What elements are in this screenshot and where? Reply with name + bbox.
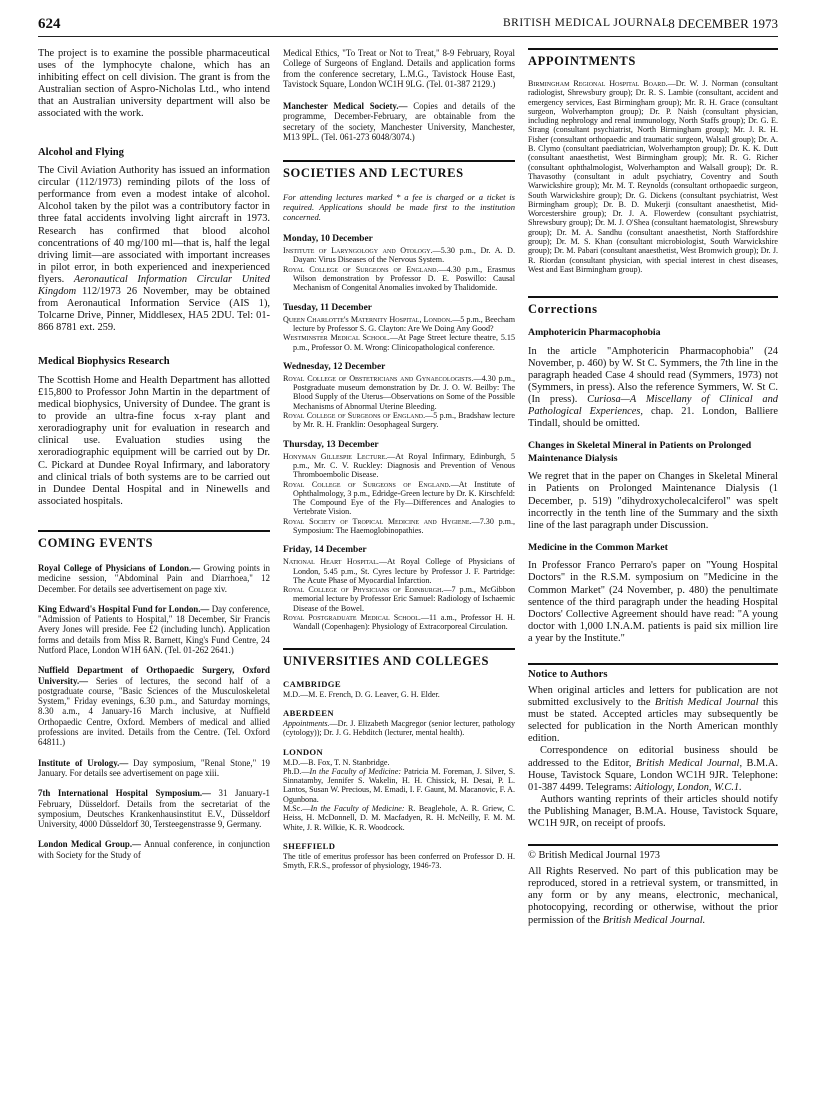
university-entry: M.D.—B. Fox, T. N. Stanbridge.: [283, 757, 390, 767]
event-item: Institute of Urology.— Day symposium, "Renal Stone," 19 January. For details see advertisement on page xiii.: [38, 757, 270, 778]
coming-events-list: [38, 563, 270, 860]
lecture-item: Royal Postgraduate Medical School.—11 a.m., Professor H. H. Wandall (Copenhagen): Physiology of Extracorporeal Circulation.: [283, 613, 515, 632]
lecture-item: Royal Society of Tropical Medicine and Hygiene.—7.30 p.m., Symposium: The Haemoglobinopathies.: [283, 516, 515, 535]
day-heading: Thursday, 13 December: [283, 439, 379, 450]
lecture-item: Royal College of Surgeons of England.—4.30 p.m., Erasmus Wilson demonstration by Professor D. E. Poswillo: Causal Mechanism of Congenital Anomalies invoked by Thalidomide.: [283, 264, 516, 293]
column-right: [528, 48, 778, 927]
correction-title: Changes in Skeletal Mineral in Patients on Prolonged Maintenance Dialysis: [528, 440, 752, 464]
university-name: CAMBRIDGE: [283, 678, 342, 689]
notice-paragraph: Correspondence on editorial business should be addressed to the Editor, British Medical Journal, B.M.A. House, Tavistock Square, London WC1H 9JR. Telephone: 01-387 4499. Telegrams: Aitiology, London, W.C.1.: [528, 745, 778, 793]
university-entry: The title of emeritus professor has been conferred on Professor D. H. Smyth, F.R.S., professor of physiology, 1946-73.: [283, 851, 515, 871]
university-name: ABERDEEN: [283, 707, 334, 718]
event-item: Nuffield Department of Orthopaedic Surgery, Oxford University.— Series of lectures, the second half of a postgraduate course, "Basic Sciences of the Musculoskeletal System," Friday evenings, 6.30 p.m., and Saturday mornings, 8.30 a.m., 4 January-16 March inclusive, at Nuffield Orthopaedic Centre, Oxford. Members of medical and allied professions are invited. Details from the Centre. (Tel. Oxford 64811.): [38, 665, 271, 748]
biophysics-heading: Medical Biophysics Research: [38, 356, 170, 368]
chalone-paragraph: The project is to examine the possible pharmaceutical uses of the lymphocyte chalone, which has an inhibiting effect on cell division. The grant is from the Australian section of Aspro-Nicholas Ltd., who intend that an Australian university department will also be associated with the work.: [38, 48, 270, 120]
event-item: 7th International Hospital Symposium.— 31 January-1 February, Düsseldorf. Details from the secretariat of the symposium, Deutsches Krankenhausinstitut E.V., Düsseldorf University, 4000 Düsseldorf 30, Tersteegenstrasse 9, Germany.: [38, 788, 270, 830]
lecture-item: Royal College of Surgeons of England.—5 p.m., Bradshaw lecture by Mr. R. H. Franklin: Oesophageal Surgery.: [283, 411, 515, 430]
day-heading: Monday, 10 December: [283, 234, 373, 245]
university-name: LONDON: [283, 746, 324, 757]
copyright-heading: © British Medical Journal 1973: [528, 844, 778, 861]
lecture-item: Institute of Laryngology and Otology.—5.30 p.m., Dr. A. D. Dayan: Virus Diseases of the Nervous System.: [283, 246, 515, 265]
corrections-heading: Corrections: [528, 296, 778, 317]
notice-paragraph: When original articles and letters for publication are not submitted exclusively to the British Medical Journal this must be stated. Accepted articles may subsequently be selected for publication in the North American monthly edition.: [528, 685, 778, 745]
correction-title: Amphotericin Pharmacophobia: [528, 327, 661, 339]
university-entry: Ph.D.—In the Faculty of Medicine: Patricia M. Foreman, J. Silver, S. Sinnatamby, Jennifer S. Wakelin, H. H. Chissick, H. Desai, P. L. Lantos, Susan W. Precious, M. Emadi, I. F. Gaunt, M. Macanovic, F. A. Ogunbona.: [283, 766, 515, 804]
societies-heading: SOCIETIES AND LECTURES: [283, 160, 515, 181]
university-entry: M.D.—M. E. French, D. G. Leaver, G. H. Elder.: [283, 689, 440, 699]
lecture-item: Royal College of Obstetricians and Gynaecologists.—4.30 p.m., Postgraduate museum demonstration by Dr. J. O. W. Beilby: The Blood Supply of the Uterus—Observations on Some of the Possible Mechanisms of Abnormal Uterine Bleeding.: [283, 373, 515, 411]
event-continuation: Medical Ethics, "To Treat or Not to Treat," 8-9 February, Royal College of Surgeons of England. Details and application forms from the conference secretary, L.M.G., Tavistock House East, Tavistock Square, London WC1H 9LG. (Tel. 01-387 2129.): [283, 48, 515, 89]
day-heading: Tuesday, 11 December: [283, 302, 372, 313]
correction-title: Medicine in the Common Market: [528, 541, 668, 553]
university-entry: M.Sc.—In the Faculty of Medicine: R. Beaglehole, A. R. Griew, C. Heiss, H. McDonnell, D. M. Macfadyen, R. H. McNeilly, F. M. M. White, J. R. Wilkie, K. R. Woodcock.: [283, 804, 516, 832]
event-item: King Edward's Hospital Fund for London.— Day conference, "Admission of Patients to Hospital," 18 December, Sir Francis Avery Jones will preside. Fee £2 (including lunch). Application forms and details from Miss R. Barnett, King's Fund Centre, 24 Nutford Place, London W1H 6AN. (Tel. 01-262 2641.): [38, 603, 271, 655]
journal-title: BRITISH MEDICAL JOURNAL: [503, 17, 670, 29]
lecture-item: Royal College of Physicians of Edinburgh.—7 p.m., McGibbon memorial lecture by Professor Eric Samuel: Radiology of Ischaemic Disease of the Bowel.: [283, 585, 515, 613]
event-item: Royal College of Physicians of London.— Growing points in medicine session, "Abdominal Pain and Diarrhoea," 12 December. For details see advertisement on page xiv.: [38, 562, 270, 594]
appointments-heading: APPOINTMENTS: [528, 48, 778, 69]
alcohol-paragraph: The Civil Aviation Authority has issued an information circular (112/1973) reminding pilots of the loss of performance from even a modest intake of alcohol. Alcohol taken by the pilot was a contributory factor in three fatal accidents involving light aircraft in 1973. Research has confirmed that blood alcohol concentrations of 40 mg/100 ml—that is, half the legal driving limit—are associated with important increases in pilot error, in both experienced and inexperienced flyers. Aeronautical Information Circular United Kingdom 112/1973 26 November, may be obtained from Aeronautical Information Service (AIS 1), Tolcarne Drive, Pinner, Middlesex, HA5 2DU. Tel: 01-866 8781 ext. 259.: [38, 165, 270, 334]
correction-body: In Professor Franco Perraro's paper on "Young Hospital Doctors" in the R.S.M. symposium on "Medicine in the Common Market" (24 November, p. 480) the penultimate sentence of the third paragraph under the heading Hospital Doctors' Collective Agreement should have read: "A young doctor with 1,000 I.N.A.M. patients is paid six million lire a year by the Institute.": [528, 560, 778, 644]
coming-events-heading: COMING EVENTS: [38, 530, 270, 551]
appointments-list: Birmingham Regional Hospital Board.—Dr. W. J. Norman (consultant radiologist, Shrewsbury group); Dr. R. S. Lambie (consultant, accident and emergency services, East Birmingham group); Mr. R. H. Grace (consultant surgeon, Wolverhampton group); Dr. P. Naish (consultant physician, including nephrology and renal immunology, North Staffs group); Dr. G. E. Strang (consultant psychiatrist, North Birmingham group); Mr. J. R. H. Fisher (consultant orthopaedic and traumatic surgeon, Walsall group); Dr. A. B. Clymo (consultant paediatrician, Wolverhampton group); Dr. K. K. Dutt (consultant anaesthetist, West Birmingham group); Mr. R. G. Richer (consultant ophthalmologist, Wolverhampton and Walsall group); Dr. R. Thavasothy (consultant in adult psychiatry, Coventry and South Warwickshire group); Mr. M. T. Reynolds (consultant orthopaedic surgeon, South Warwickshire group); Dr. G. Dickens (consultant psychiatrist, West Birmingham group); Dr. B. D. Mukerji (consultant anaesthetist, Mid-Worcestershire group); Dr. J. A. Flowerdew (consultant psychiatrist, Shrewsbury group); Dr. M. J. O'Shea (consultant haematologist, Shrewsbury group); Dr. M. A. Sandhu (consultant anaesthetist, North Staffordshire group); Dr. M. S. Khan (consultant microbiologist, South Warwickshire group); Dr. M. Pabari (consultant anaesthetist, West Bromwich group); Dr. J. R. Riordan (consultant physician, with special interest in chest diseases, West and East Birmingham group).: [528, 79, 778, 274]
column-left: [38, 48, 270, 860]
university-entry: Appointments.—Dr. J. Elizabeth Macgregor (senior lecturer, pathology (cytology)); Dr. J. G. Hebditch (lecturer, mental health).: [283, 718, 515, 738]
notice-heading: Notice to Authors: [528, 663, 778, 680]
copyright-paragraph: All Rights Reserved. No part of this publication may be reproduced, stored in a retrieval system, or transmitted, in any form or by any means, electronic, mechanical, photocopying, recording or otherwise, without the prior permission of the British Medical Journal.: [528, 866, 778, 926]
university-name: SHEFFIELD: [283, 840, 336, 851]
correction-body: We regret that in the paper on Changes in Skeletal Mineral in Patients on Prolonged Maintenance Dialysis (1 December, p. 519) "dihydroxycholecalciferol" was spelt incorrectly in the tenth line of the Summary and the sixth line of the last paragraph under Discussion.: [528, 471, 778, 531]
issue-date: 8 DECEMBER 1973: [668, 16, 778, 31]
correction-body: In the article "Amphotericin Pharmacophobia" (24 November, p. 460) by W. St C. Symmers, the 7th line in the paragraph headed Case 4 should read (Symmers, 1973) not (Symmers, in press). Also the reference Symmers, W. St C. (In press). Curiosa—A Miscellany of Clinical and Pathological Experiences, chap. 21. London, Balliere Tindall, should be omitted.: [528, 345, 778, 430]
event-item: Manchester Medical Society.— Copies and details of the programme, December-February, are obtainable from the secretary of the society, Manchester University, Manchester, M13 9PL. (Tel. 061-273 6048/3074.): [283, 101, 516, 143]
column-middle: [283, 48, 515, 871]
running-header: [38, 16, 778, 37]
notice-paragraph: Authors wanting reprints of their articles should notify the Publishing Manager, B.M.A. House, Tavistock Square, WC1H 9JR, on receipt of proofs.: [528, 793, 778, 830]
lecture-item: Royal College of Surgeons of England.—At Institute of Ophthalmology, 3 p.m., Edridge-Green lecture by Dr. K. Kirschfeld: The Compound Eye of the Fly—Differences and Analogies to Vertebrate Vision.: [283, 479, 515, 517]
page-number: 624: [38, 16, 61, 32]
lecture-item: Honyman Gillespie Lecture.—At Royal Infirmary, Edinburgh, 5 p.m., Mr. C. V. Ruckley: Diagnosis and Prevention of Venous Thromboembolic Disease.: [283, 451, 515, 480]
lecture-item: Queen Charlotte's Maternity Hospital, London.—5 p.m., Beecham lecture by Professor S. G. Clayton: Are We Doing Any Good?: [283, 314, 515, 333]
universities-heading: UNIVERSITIES AND COLLEGES: [283, 648, 515, 669]
lecture-item: Westminster Medical School.—At Page Street lecture theatre, 5.15 p.m., Professor O. M. Wrong: Clinicopathological conference.: [283, 333, 516, 352]
day-heading: Friday, 14 December: [283, 545, 367, 556]
event-item: London Medical Group.— Annual conference, in conjunction with Society for the Study of: [38, 839, 270, 860]
day-heading: Wednesday, 12 December: [283, 361, 386, 372]
biophysics-paragraph: The Scottish Home and Health Department has allotted £15,800 to Professor John Martin in the department of medical biophysics, University of Dundee. The grant is to provide an ultra-fine focus x-ray plant and xeroradiography unit for evaluation in research and clinical use. Evaluation studies using the xeroradiographic equipment will be carried out by Dr. C. Pickard at Dundee Royal Infirmary, and laboratory and clinical trials of both systems are to be carried out in Dundee Dental Hospital and in Ninewells and associated hospitals.: [38, 374, 270, 507]
lecture-item: National Heart Hospital.—At Royal College of Physicians of London, 5.45 p.m., St. Cyres lecture by Professor J. F. Partridge: The Acute Phase of Myocardial Infarction.: [283, 557, 516, 585]
fee-note: For attending lectures marked * a fee is charged or a ticket is required. Applications should be made first to the institution concerned.: [283, 192, 515, 222]
alcohol-heading: Alcohol and Flying: [38, 146, 124, 158]
